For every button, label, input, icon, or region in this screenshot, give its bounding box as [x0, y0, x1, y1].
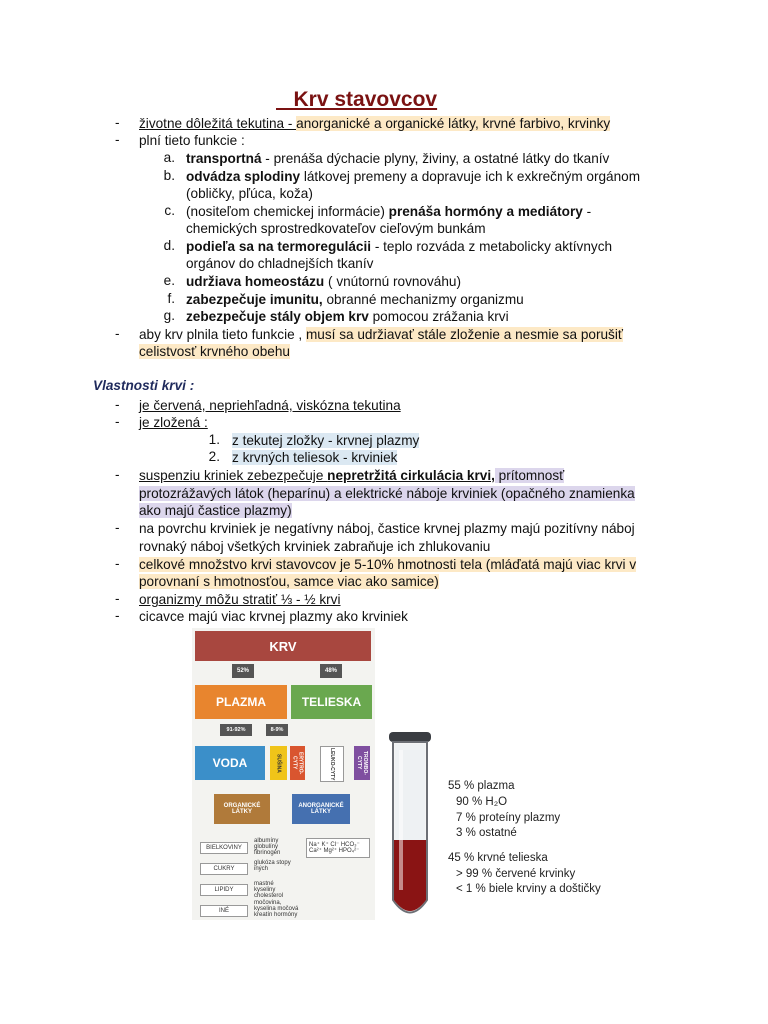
list-marker: b. — [163, 168, 175, 183]
intro-line-2: plní tieto funkcie : — [139, 133, 245, 148]
intro-last-highlight: musí sa udržiavať stále zloženie a nesmie sa porušiť — [305, 327, 623, 342]
intro-last-line — [139, 326, 623, 343]
voda-box: VODA — [195, 746, 265, 780]
function-item — [186, 150, 609, 167]
bullet-dash: - — [115, 132, 120, 147]
trombocyty-box: TROMBO-CYTY — [354, 746, 370, 780]
composition-item — [232, 449, 397, 466]
krv-box: KRV — [195, 631, 371, 661]
property-4-line-2: rovnaký náboj všetkých krviniek zabraňuje ich zhlukovaniu — [139, 539, 491, 554]
intro-line-1 — [139, 115, 610, 132]
bullet-dash: - — [115, 608, 120, 623]
function-item — [186, 168, 640, 185]
property-5-highlight: celkové množstvo krvi stavovcov je 5-10% hmotnosti tela (mláďatá majú viac krvi v — [139, 557, 637, 572]
property-3-highlight-3: ako majú častice plazmy) — [139, 503, 292, 518]
property-4: na povrchu krviniek je negatívny náboj, častice krvnej plazmy majú pozitívny náboj — [139, 521, 635, 536]
property-6: organizmy môžu stratiť ⅓ - ½ krvi — [139, 592, 341, 607]
property-3-highlight-2: protozrážavých látok (heparínu) a elektrické náboje krviniek (opačného znamienka — [139, 486, 635, 501]
function-continuation: chemických sprostredkovateľov cieľovým bunkám — [186, 221, 486, 236]
function-item — [186, 273, 461, 290]
list-marker: g. — [163, 308, 175, 323]
intro-last-plain: aby krv plnila tieto funkcie , — [139, 327, 306, 342]
function-bold: udržiava homeostázu — [186, 274, 325, 289]
test-tube-icon — [385, 730, 445, 925]
section-heading: Vlastnosti krvi : — [93, 378, 195, 393]
property-1: je červená, nepriehľadná, viskózna tekutina — [139, 398, 401, 413]
row-label: CUKRY — [200, 863, 248, 875]
function-rest: - — [582, 204, 592, 219]
tube-label: > 99 % červené krvinky — [456, 868, 576, 880]
ions-box: Na⁺ K⁺ Cl⁻ HCO₃⁻ Ca²⁺ Mg²⁺ HPO₄²⁻ — [306, 838, 370, 858]
leukocyty-box: LEUKO-CYTY — [320, 746, 344, 782]
row-label: INÉ — [200, 905, 248, 917]
bullet-dash: - — [115, 591, 120, 606]
bullet-dash: - — [115, 520, 120, 535]
property-3-line-2 — [139, 485, 635, 502]
function-bold: zebezpečuje stály objem krv — [186, 309, 369, 324]
tube-label: 45 % krvné telieska — [448, 852, 548, 864]
blood-composition-diagram — [192, 628, 375, 920]
percent-plazma: 52% — [232, 664, 254, 678]
intro-underlined: životne dôležitá tekutina - — [139, 116, 297, 131]
tube-label: 7 % proteíny plazmy — [456, 812, 561, 824]
percent-voda: 91-92% — [220, 724, 252, 736]
bullet-dash: - — [115, 326, 120, 341]
list-marker: a. — [163, 150, 175, 165]
function-pre: (nositeľom chemickej informácie) — [186, 204, 389, 219]
bullet-dash: - — [115, 397, 120, 412]
function-bold: odvádza splodiny — [186, 169, 301, 184]
intro-highlight: anorganické a organické látky, krvné farbivo, krvinky — [296, 116, 611, 131]
property-3-highlight: prítomnosť — [494, 468, 565, 483]
intro-last-line-2 — [139, 343, 290, 360]
list-marker: 2. — [208, 449, 220, 464]
list-marker: e. — [163, 273, 175, 288]
tube-label: 55 % plazma — [448, 780, 515, 792]
function-rest: obranné mechanizmy organizmu — [322, 292, 524, 307]
plazma-box: PLAZMA — [195, 685, 287, 719]
list-marker: d. — [163, 238, 175, 253]
row-detail: albumíny globulíny fibrinogén — [254, 838, 281, 856]
bullet-dash: - — [115, 414, 120, 429]
list-marker: c. — [164, 203, 175, 218]
function-bold: zabezpečuje imunitu, — [186, 292, 323, 307]
bullet-dash: - — [115, 556, 120, 571]
function-rest: - teplo rozváda z metabolicky aktívnych — [371, 239, 613, 254]
tube-label: < 1 % biele krviny a doštičky — [456, 883, 601, 895]
function-continuation: (obličky, pľúca, koža) — [186, 186, 313, 201]
function-bold: transportná — [186, 151, 262, 166]
tube-label: 3 % ostatné — [456, 827, 517, 839]
function-item — [186, 238, 612, 255]
property-7: cicavce majú viac krvnej plazmy ako krviniek — [139, 609, 408, 624]
list-marker: f. — [167, 291, 175, 306]
function-continuation: orgánov do chladnejších tkanív — [186, 256, 374, 271]
test-tube-figure — [385, 730, 645, 930]
property-5-highlight-2: porovnaní s hmotnosťou, samce viac ako samice) — [139, 574, 439, 589]
percent-susina: 8-9% — [266, 724, 288, 736]
composition-text: z tekutej zložky - krvnej plazmy — [232, 433, 420, 448]
list-marker: 1. — [208, 432, 220, 447]
row-label: LIPIDY — [200, 884, 248, 896]
row-label: BIELKOVINY — [200, 842, 248, 854]
row-detail: mastné kyseliny cholesterol — [254, 881, 284, 899]
function-bold: prenáša hormóny a mediátory — [388, 204, 583, 219]
organicke-box: ORGANICKÉ LÁTKY — [214, 794, 270, 824]
telieska-box: TELIESKA — [291, 685, 372, 719]
property-3-underlined: suspenziu kriniek zebezpečuje — [139, 468, 328, 483]
property-5 — [139, 556, 636, 573]
property-3-bold: nepretržitá cirkulácia krvi, — [327, 468, 495, 483]
function-rest: - prenáša dýchacie plyny, živiny, a ostatné látky do tkanív — [261, 151, 610, 166]
bullet-dash: - — [115, 115, 120, 130]
function-item — [186, 203, 591, 220]
function-item — [186, 291, 524, 308]
tube-label: 90 % H₂O — [456, 796, 508, 808]
property-5-line-2 — [139, 573, 439, 590]
page-title: Krv stavovcov — [276, 88, 438, 111]
function-rest: pomocou zrážania krvi — [368, 309, 509, 324]
percent-telieska: 48% — [320, 664, 342, 678]
property-3 — [139, 467, 564, 484]
row-detail: glukóza stopy iných — [254, 860, 291, 872]
property-3-line-3 — [139, 502, 292, 519]
function-item — [186, 308, 509, 325]
property-2: je zložená : — [139, 415, 208, 430]
anorganicke-box: ANORGANICKÉ LÁTKY — [292, 794, 350, 824]
row-detail: močovina, kyselina močová kreatín hormóny — [254, 900, 299, 918]
function-rest: látkovej premeny a dopravuje ich k exkrečným orgánom — [300, 169, 641, 184]
composition-text: z krvných teliesok - krviniek — [232, 450, 398, 465]
susina-box: SUŠINA — [270, 746, 287, 780]
function-bold: podieľa sa na termoregulácii — [186, 239, 372, 254]
composition-item — [232, 432, 419, 449]
erytrocyty-box: ERYTRO-CYTY — [290, 746, 305, 780]
bullet-dash: - — [115, 467, 120, 482]
intro-last-highlight-2: celistvosť krvného obehu — [139, 344, 290, 359]
function-rest: ( vnútornú rovnováhu) — [324, 274, 462, 289]
